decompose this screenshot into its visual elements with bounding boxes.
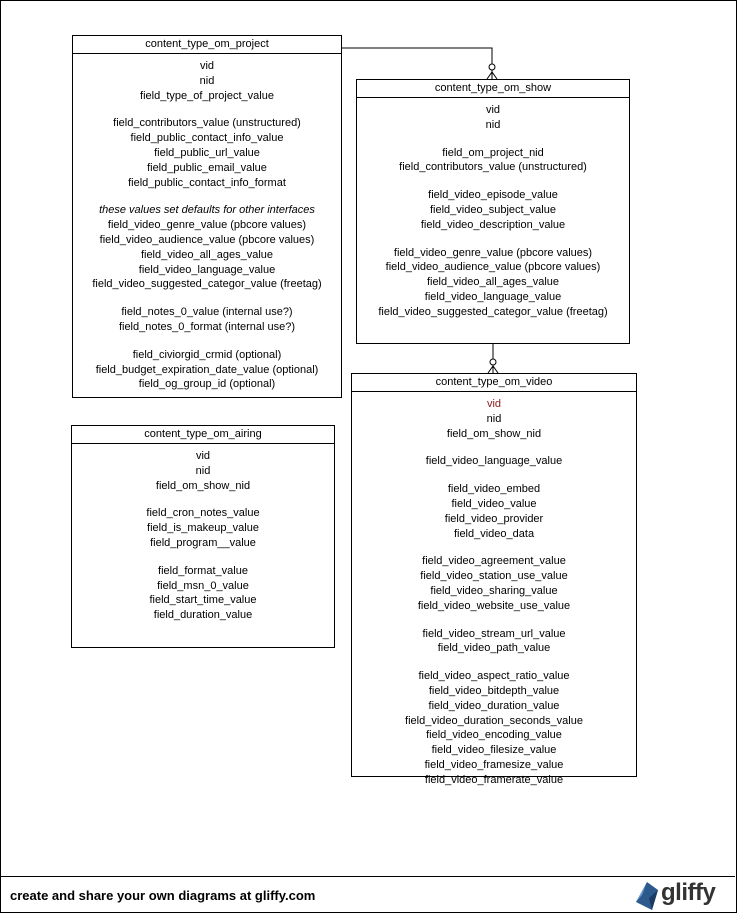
entity-field: field_video_encoding_value	[426, 729, 562, 742]
field-spacer	[352, 469, 636, 482]
entity-field: field_video_description_value	[420, 218, 566, 231]
entity-show-title: content_type_om_show	[357, 80, 629, 98]
entity-field: field_om_show_nid	[446, 427, 542, 440]
entity-field: field_cron_notes_value	[146, 507, 260, 520]
entity-airing-title: content_type_om_airing	[72, 426, 334, 444]
field-spacer	[357, 133, 629, 146]
entity-field: field_video_suggested_categor_value (freetag)	[378, 305, 608, 318]
entity-field: field_video_stream_url_value	[422, 627, 566, 640]
entity-field: field_video_all_ages_value	[426, 276, 560, 289]
entity-field: nid	[199, 74, 215, 87]
gliffy-logo-text: gliffy	[661, 879, 716, 906]
entity-field: field_public_contact_info_value	[130, 132, 284, 145]
entity-field: field_contributors_value (unstructured)	[113, 117, 301, 130]
entity-field: field_public_url_value	[154, 146, 260, 159]
entity-field: vid	[195, 450, 211, 462]
entity-field: field_video_genre_value (pbcore values)	[107, 219, 307, 232]
entity-project-fields	[73, 54, 341, 392]
entity-field: field_civiorgid_crmid (optional)	[132, 348, 282, 361]
entity-field: field_video_sharing_value	[430, 584, 558, 597]
entity-field: field_video_value	[451, 497, 537, 510]
entity-field: field_video_audience_value (pbcore values)	[99, 233, 315, 246]
entity-field: field_type_of_project_value	[140, 89, 274, 102]
connector-project-show-circle	[489, 64, 495, 70]
entity-field: field_is_makeup_value	[147, 522, 259, 535]
field-spacer	[73, 335, 341, 348]
entity-video-fields	[352, 392, 636, 788]
entity-video[interactable]	[351, 373, 637, 786]
field-spacer	[357, 175, 629, 188]
entity-field: nid	[195, 464, 211, 477]
entity-field: field_video_subject_value	[430, 203, 556, 216]
entity-field: field_contributors_value (unstructured)	[399, 161, 587, 174]
entity-field: field_public_email_value	[147, 161, 267, 174]
entity-airing-fields	[72, 444, 334, 623]
entity-field: vid	[485, 104, 501, 116]
entity-field: field_video_aspect_ratio_value	[418, 670, 570, 683]
entity-field: nid	[485, 118, 501, 131]
entity-field: field_notes_0_format (internal use?)	[118, 320, 296, 333]
field-spacer	[357, 233, 629, 246]
entity-field: field_video_duration_seconds_value	[405, 714, 583, 727]
field-spacer	[73, 292, 341, 305]
entity-field: field_video_data	[453, 527, 535, 540]
entity-field: field_video_language_value	[425, 455, 563, 468]
entity-field: field_video_website_use_value	[417, 599, 571, 612]
footer	[0, 876, 735, 913]
field-spacer	[73, 190, 341, 203]
entity-field: field_video_genre_value (pbcore values)	[393, 246, 593, 259]
entity-show[interactable]	[356, 79, 630, 344]
entity-field: field_program__value	[150, 536, 256, 549]
entity-show-fields	[357, 98, 629, 320]
field-spacer	[72, 551, 334, 564]
entity-field: these values set defaults for other interfaces	[99, 204, 315, 217]
field-spacer	[352, 541, 636, 554]
entity-field: field_video_station_use_value	[420, 570, 568, 583]
entity-field: field_video_episode_value	[428, 189, 558, 202]
entity-project[interactable]	[72, 35, 342, 398]
field-spacer	[352, 441, 636, 454]
entity-field: field_format_value	[158, 564, 248, 577]
entity-field: field_video_path_value	[437, 642, 551, 655]
entity-field: nid	[486, 412, 502, 425]
entity-field: field_video_framesize_value	[424, 758, 564, 771]
field-spacer	[352, 656, 636, 669]
field-spacer	[73, 103, 341, 116]
entity-field: field_video_agreement_value	[422, 555, 566, 568]
entity-field: field_video_audience_value (pbcore values)	[385, 261, 601, 274]
entity-field: field_video_language_value	[138, 263, 276, 276]
entity-field: vid	[486, 398, 502, 410]
entity-field: field_video_bitdepth_value	[428, 684, 560, 697]
entity-field: field_video_language_value	[424, 290, 562, 303]
entity-airing[interactable]	[71, 425, 335, 648]
entity-field: field_video_filesize_value	[431, 744, 557, 757]
entity-field: field_notes_0_value (internal use?)	[121, 306, 293, 319]
field-spacer	[352, 614, 636, 627]
entity-field: field_public_contact_info_format	[128, 176, 286, 189]
entity-field: field_video_provider	[444, 512, 544, 525]
field-spacer	[72, 493, 334, 506]
footer-promo-link[interactable]: create and share your own diagrams at gliffy.com	[10, 888, 316, 903]
gliffy-logo-icon	[633, 881, 659, 911]
entity-field: field_video_all_ages_value	[140, 248, 274, 261]
connector-project-show	[341, 48, 492, 79]
connector-show-video-circle	[490, 359, 496, 365]
entity-video-title: content_type_om_video	[352, 374, 636, 392]
entity-field: field_start_time_value	[149, 594, 257, 607]
entity-field: field_duration_value	[153, 609, 253, 622]
entity-field: field_video_framerate_value	[424, 773, 564, 786]
entity-field: field_budget_expiration_date_value (optional)	[95, 363, 319, 376]
entity-field: field_om_project_nid	[442, 146, 544, 159]
entity-field: field_om_show_nid	[155, 479, 251, 492]
entity-field: vid	[199, 60, 215, 72]
entity-project-title: content_type_om_project	[73, 36, 341, 54]
entity-field: field_msn_0_value	[157, 579, 249, 592]
gliffy-logo[interactable]	[633, 879, 723, 911]
entity-field: field_video_duration_value	[428, 699, 560, 712]
entity-field: field_og_group_id (optional)	[138, 378, 276, 391]
entity-field: field_video_embed	[447, 483, 541, 496]
entity-field: field_video_suggested_categor_value (freetag)	[92, 278, 322, 291]
